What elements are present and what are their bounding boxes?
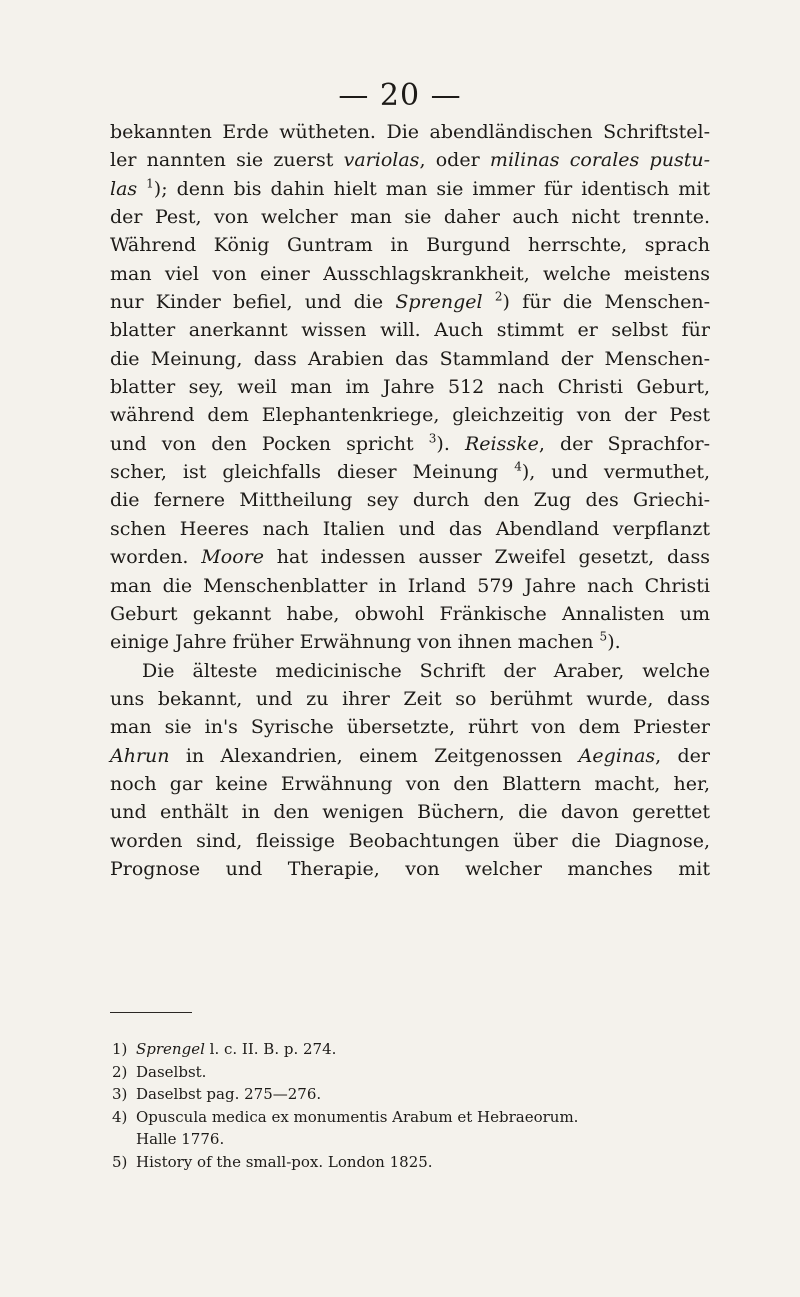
footnote-reference: 3 xyxy=(428,431,437,446)
text-run: der Pest, von welcher man sie daher auch nicht trennte. xyxy=(110,206,710,229)
footnote xyxy=(112,1038,712,1061)
text-run: ); denn bis dahin hielt man sie immer für identisch mit xyxy=(153,177,710,200)
footnote-reference: 5 xyxy=(599,629,608,644)
body-text xyxy=(110,118,710,883)
footnote xyxy=(112,1106,712,1129)
text-run: worden. xyxy=(110,546,202,569)
text-line xyxy=(110,827,710,855)
text-run: man viel von einer Ausschlagskrankheit, welche meistens xyxy=(110,262,710,285)
text-run: während dem Elephantenkriege, gleichzeitig von der Pest xyxy=(110,404,710,427)
italic-text: milinas corales pustu- xyxy=(489,149,710,172)
text-run: ler nannten sie zuerst xyxy=(110,149,344,172)
text-run: ), und vermuthet, xyxy=(521,461,711,484)
text-line xyxy=(110,486,710,514)
footnote-marker: 2) xyxy=(112,1062,128,1081)
text-run: die fernere Mittheilung sey durch den Zug des Griechi- xyxy=(110,489,710,512)
text-run: blatter sey, weil man im Jahre 512 nach Christi Geburt, xyxy=(110,376,710,399)
text-run: Die älteste medicinische Schrift der Araber, welche xyxy=(142,659,710,682)
italic-text: Sprengel xyxy=(136,1040,205,1058)
text-run: und von den Pocken spricht xyxy=(110,432,429,455)
text-run: ) für die Menschen- xyxy=(502,291,711,314)
text-run: uns bekannt, und zu ihrer Zeit so berühmt wurde, dass xyxy=(110,687,710,710)
text-line xyxy=(110,231,710,259)
text-run: und enthält in den wenigen Büchern, die davon gerettet xyxy=(110,801,710,824)
footnote-divider xyxy=(110,1012,192,1013)
text-run: die Meinung, dass Arabien das Stammland der Menschen- xyxy=(110,347,710,370)
text-line xyxy=(110,628,710,656)
footnote-marker: 5) xyxy=(112,1152,128,1171)
text-line xyxy=(110,657,710,685)
text-run: noch gar keine Erwähnung von den Blattern macht, her, xyxy=(110,772,710,795)
text-line xyxy=(110,288,710,316)
page-number: — 20 — xyxy=(338,78,462,113)
text-run: blatter anerkannt wissen will. Auch stimmt er selbst für xyxy=(110,319,710,342)
italic-text: Sprengel xyxy=(395,291,483,314)
text-run: Geburt gekannt habe, obwohl Fränkische Annalisten um xyxy=(110,602,710,625)
text-run: Halle 1776. xyxy=(136,1130,225,1149)
text-line xyxy=(110,146,710,174)
footnote-reference: 1 xyxy=(146,176,154,191)
text-run: , der xyxy=(655,744,711,767)
footnote-marker: 4) xyxy=(112,1107,128,1126)
footnote-marker: 3) xyxy=(112,1085,128,1104)
text-run: bekannten Erde wütheten. Die abendländischen Schriftstel- xyxy=(110,121,710,143)
text-line xyxy=(110,600,710,628)
text-run: l. c. II. B. p. 274. xyxy=(204,1040,337,1058)
text-line xyxy=(110,855,710,883)
italic-text: Moore xyxy=(201,546,264,569)
text-line xyxy=(110,118,710,146)
text-line xyxy=(110,260,710,288)
text-run: scher, ist gleichfalls dieser Meinung xyxy=(110,461,515,484)
text-run: in Alexandrien, einem Zeitgenossen xyxy=(169,744,579,767)
text-line xyxy=(110,401,710,429)
footnote-reference: 4 xyxy=(514,459,522,474)
text-line xyxy=(110,175,710,203)
footnote xyxy=(112,1151,712,1174)
text-line xyxy=(110,572,710,600)
text-run: worden sind, fleissige Beobachtungen über die Diagnose, xyxy=(110,829,710,852)
text-run: schen Heeres nach Italien und das Abendland verpflanzt xyxy=(110,517,710,540)
text-run: , der Sprachfor- xyxy=(538,432,710,455)
text-line xyxy=(110,713,710,741)
footnotes xyxy=(112,1038,712,1174)
text-run: Daselbst. xyxy=(136,1062,207,1081)
italic-text: Aeginas xyxy=(578,744,656,767)
text-line xyxy=(110,515,710,543)
text-line xyxy=(110,430,710,458)
text-run: nur Kinder befiel, und die xyxy=(110,291,396,314)
text-line xyxy=(110,345,710,373)
text-run xyxy=(483,291,495,313)
footnote xyxy=(112,1061,712,1084)
text-line xyxy=(110,543,710,571)
text-line xyxy=(110,798,710,826)
footnote xyxy=(112,1128,712,1151)
text-run: ). xyxy=(436,432,465,455)
text-line xyxy=(110,373,710,401)
footnote xyxy=(112,1083,712,1106)
footnote-marker: 1) xyxy=(112,1040,128,1058)
text-run: einige Jahre früher Erwähnung von ihnen machen xyxy=(110,631,600,654)
italic-text: Reisske xyxy=(464,432,539,455)
text-line xyxy=(110,203,710,231)
text-line xyxy=(110,685,710,713)
text-run: Prognose und Therapie, von welcher manches mit xyxy=(110,857,710,880)
footnote-reference: 2 xyxy=(494,289,503,304)
text-line xyxy=(110,458,710,486)
text-run: ). xyxy=(607,631,621,654)
text-run: Opuscula medica ex monumentis Arabum et Hebraeorum. xyxy=(136,1107,579,1126)
text-run: hat indessen ausser Zweifel gesetzt, dass xyxy=(263,546,710,569)
italic-text: las xyxy=(110,177,138,200)
text-run: man sie in's Syrische übersetzte, rührt von dem Priester xyxy=(110,716,710,739)
text-line xyxy=(110,316,710,344)
text-line xyxy=(110,742,710,770)
text-line xyxy=(110,770,710,798)
text-run: Während König Guntram in Burgund herrschte, sprach xyxy=(110,234,710,257)
italic-text: variolas xyxy=(343,149,420,172)
text-run xyxy=(137,178,146,200)
text-run: man die Menschenblatter in Irland 579 Jahre nach Christi xyxy=(110,574,710,597)
italic-text: Ahrun xyxy=(110,744,170,767)
text-run: Daselbst pag. 275—276. xyxy=(136,1085,322,1104)
text-run: , oder xyxy=(419,149,490,172)
text-run: History of the small-pox. London 1825. xyxy=(136,1152,433,1171)
